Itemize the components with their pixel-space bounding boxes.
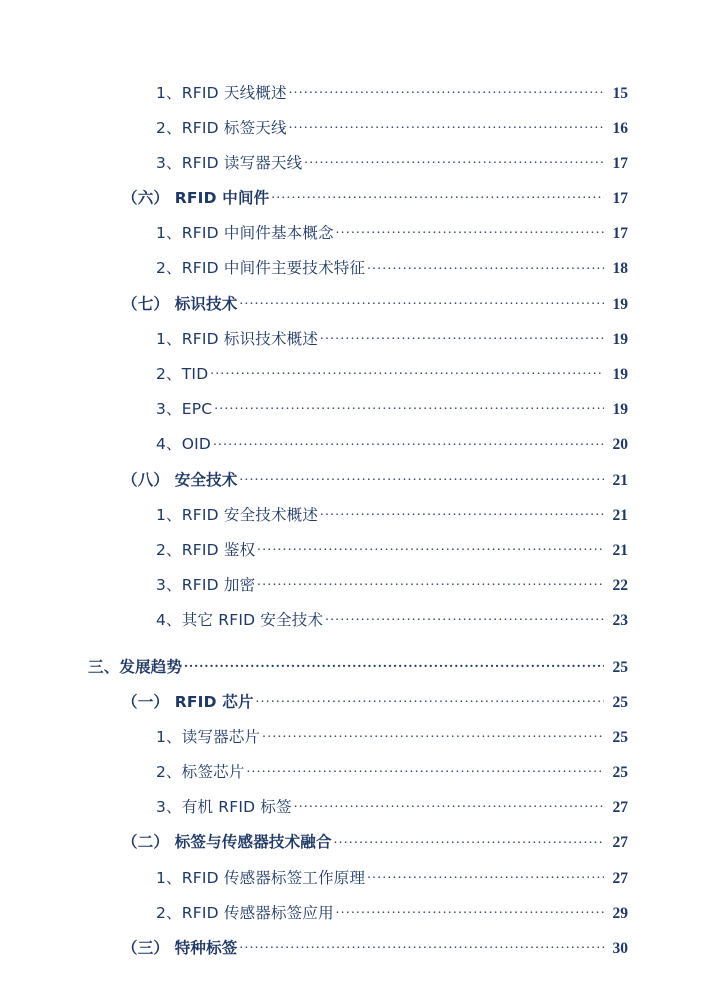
toc-leader-dots [262,726,604,742]
toc-entry-label: 4、OID [156,435,212,454]
toc-entry-page-number: 23 [612,612,628,630]
toc-entry-page-number: 25 [612,764,628,782]
toc-entry[interactable] [88,762,628,797]
toc-entry[interactable] [88,539,628,574]
toc-entry-label: 2、TID [156,365,209,383]
toc-entry[interactable] [88,867,628,902]
toc-entry-label: 2、RFID 标签天线 [156,118,287,137]
toc-leader-dots [367,867,604,883]
toc-entry-page-number: 29 [612,904,628,922]
toc-entry-label: 1、RFID 标识技术概述 [156,329,319,348]
toc-entry[interactable] [88,610,628,645]
toc-leader-dots [256,691,604,707]
toc-entry[interactable] [88,575,628,610]
toc-leader-dots [271,188,604,204]
toc-entry-label: 1、读写器芯片 [156,727,261,746]
toc-entry[interactable] [88,293,628,328]
toc-entry-page-number: 18 [612,260,628,278]
toc-entry-page-number: 27 [612,834,628,852]
toc-leader-dots [210,364,604,380]
toc-entry[interactable] [88,117,628,152]
toc-leader-dots [289,82,604,98]
toc-leader-dots [294,797,604,813]
toc-leader-dots [214,399,604,415]
toc-leader-dots [320,504,604,520]
toc-entry[interactable] [88,152,628,187]
toc-entry-label: （七） 标识技术 [122,294,238,313]
toc-leader-dots [184,656,604,672]
toc-leader-dots [325,610,604,626]
toc-entry-page-number: 21 [612,471,628,489]
toc-entry[interactable] [88,434,628,469]
toc-entry[interactable] [88,469,628,504]
toc-entry-label: （三） 特种标签 [122,939,238,957]
toc-entry[interactable] [88,797,628,832]
toc-entry-label: 3、EPC [156,400,213,419]
toc-entry[interactable] [88,656,628,691]
toc-entry[interactable] [88,691,628,726]
toc-leader-dots [240,469,605,485]
toc-leader-dots [336,902,604,918]
toc-leader-dots [320,328,604,344]
toc-entry-page-number: 22 [612,577,628,595]
toc-leader-dots [257,575,604,591]
toc-leader-dots [336,223,604,239]
toc-entry[interactable] [88,504,628,539]
toc-entry-label: 4、其它 RFID 安全技术 [156,611,324,630]
toc-entry[interactable] [88,938,628,973]
toc-leader-dots [334,832,604,848]
toc-entry-label: 1、RFID 天线概述 [156,83,287,102]
toc-leader-dots [247,762,604,778]
toc-entry[interactable] [88,188,628,223]
toc-entry-page-number: 19 [612,330,628,348]
toc-entry-page-number: 19 [612,366,628,383]
toc-entry-page-number: 21 [612,541,628,559]
toc-leader-dots [240,938,605,954]
toc-leader-dots [289,117,604,133]
toc-entry[interactable] [88,726,628,761]
toc-entry-label: 3、RFID 读写器天线 [156,153,303,172]
toc-entry[interactable] [88,223,628,258]
toc-entry-label: 1、RFID 安全技术概述 [156,505,319,524]
toc-entry-page-number: 25 [612,693,628,711]
toc-entry-page-number: 15 [612,84,628,102]
toc-entry-page-number: 27 [612,869,628,887]
toc-leader-dots [213,434,604,450]
toc-entry-page-number: 17 [612,225,628,243]
toc-entry[interactable] [88,399,628,434]
toc-entry-label: （一） RFID 芯片 [122,692,254,711]
toc-leader-dots [240,293,605,309]
toc-entry-label: 2、RFID 中间件主要技术特征 [156,259,366,278]
toc-entry[interactable] [88,364,628,399]
toc-entry-page-number: 19 [612,401,628,419]
toc-entry-label: 1、RFID 传感器标签工作原理 [156,868,366,887]
toc-entry-label: （八） 安全技术 [122,470,238,489]
toc-leader-dots [257,539,604,555]
toc-entry-page-number: 27 [612,799,628,817]
toc-entry-page-number: 25 [612,658,628,676]
toc-entry[interactable] [88,328,628,363]
toc-entry-page-number: 30 [612,940,628,957]
toc-leader-dots [367,258,604,274]
toc-entry-label: （二） 标签与传感器技术融合 [122,833,332,852]
table-of-contents [88,82,628,973]
toc-entry-page-number: 25 [612,728,628,746]
toc-entry-label: 3、有机 RFID 标签 [156,798,292,817]
toc-entry[interactable] [88,902,628,937]
toc-entry-page-number: 16 [612,119,628,137]
toc-leader-dots [304,152,604,168]
toc-entry-label: 2、RFID 鉴权 [156,540,256,559]
toc-entry-page-number: 17 [612,154,628,172]
toc-entry[interactable] [88,832,628,867]
toc-entry-page-number: 21 [612,506,628,524]
toc-entry-page-number: 20 [612,436,628,454]
toc-entry[interactable] [88,258,628,293]
toc-entry-label: （六） RFID 中间件 [122,189,270,208]
toc-entry-label: 1、RFID 中间件基本概念 [156,224,334,243]
toc-entry-label: 三、发展趋势 [88,657,183,676]
toc-entry-label: 3、RFID 加密 [156,576,256,595]
toc-entry[interactable] [88,82,628,117]
toc-entry-page-number: 17 [612,190,628,208]
toc-entry-label: 2、RFID 传感器标签应用 [156,903,334,922]
toc-entry-page-number: 19 [612,295,628,313]
toc-entry-label: 2、标签芯片 [156,763,245,782]
